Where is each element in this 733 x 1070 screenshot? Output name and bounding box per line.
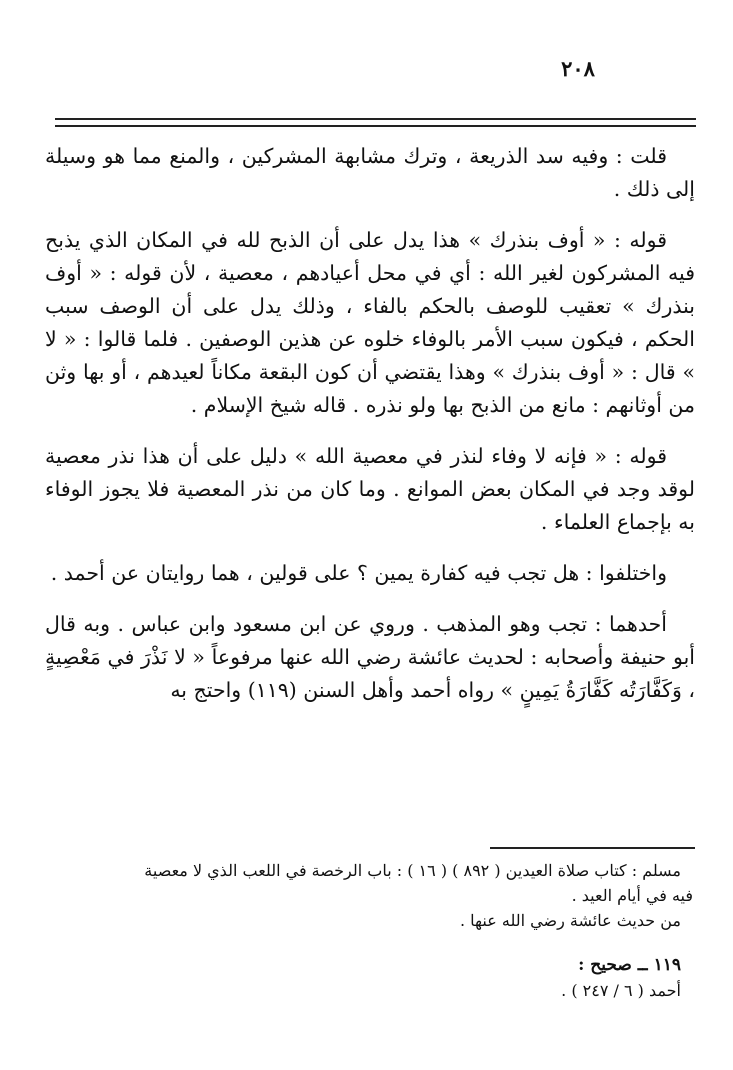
header-rule <box>55 118 696 120</box>
main-text <box>45 140 695 725</box>
paragraph: واختلفوا : هل تجب فيه كفارة يمين ؟ على قولين ، هما روايتان عن أحمد . <box>50 561 667 585</box>
footnote-citation: أحمد ( ٦ / ٢٤٧ ) . <box>561 981 681 1000</box>
footnotes <box>45 858 695 1003</box>
paragraph: قلت : وفيه سد الذريعة ، وترك مشابهة المشركين ، والمنع مما هو وسيلة إلى ذلك . <box>45 144 695 201</box>
paragraph: قوله : « أوف بنذرك » هذا يدل على أن الذبح لله في المكان الذي يذبح فيه المشركون لغير الله : أي في محل أعيادهم ، معصية ، لأن قوله : « أوف بنذرك » تعقيب للوصف بالحكم بالفاء ، وذلك يدل على أن الوصف سبب الحكم ، فيكون سبب الأمر بالوفاء خلوه عن هذين الوصفين . فلما قالوا : « لا » قال : « أوف بنذرك » وهذا يقتضي أن كون البقعة مكاناً لعيدهم ، أو بها وثن من أوثانهم : مانع من الذبح بها ولو نذره . قاله شيخ الإسلام . <box>45 228 695 417</box>
page-number: ٢٠٨ <box>561 56 595 81</box>
footnote-line: مسلم : كتاب صلاة العيدين ( ٨٩٢ ) ( ١٦ ) : باب الرخصة في اللعب الذي لا معصية <box>144 861 681 880</box>
paragraph: قوله : « فإنه لا وفاء لنذر في معصية الله » دليل على أن هذا نذر معصية لوقد وجد في المكان بعض الموانع . وما كان من نذر المعصية فلا يجوز الوفاء به بإجماع العلماء . <box>45 444 695 534</box>
footnote-line: فيه في أيام العيد . <box>571 886 693 905</box>
footnote-rule <box>490 847 695 849</box>
header-rule-thin <box>55 125 696 127</box>
footnote-line: من حديث عائشة رضي الله عنها . <box>460 911 681 930</box>
footnote-heading: ١١٩ ــ صحيح : <box>578 955 681 975</box>
paragraph: أحدهما : تجب وهو المذهب . وروي عن ابن مسعود وابن عباس . وبه قال أبو حنيفة وأصحابه : لحديث عائشة رضي الله عنها مرفوعاً « لا نَذْرَ في مَعْصِيةٍ ، وَكَفَّارَتُه كَفَّارَةُ يَمِينٍ » رواه أحمد وأهل السنن (١١٩) واحتج به <box>45 612 695 702</box>
